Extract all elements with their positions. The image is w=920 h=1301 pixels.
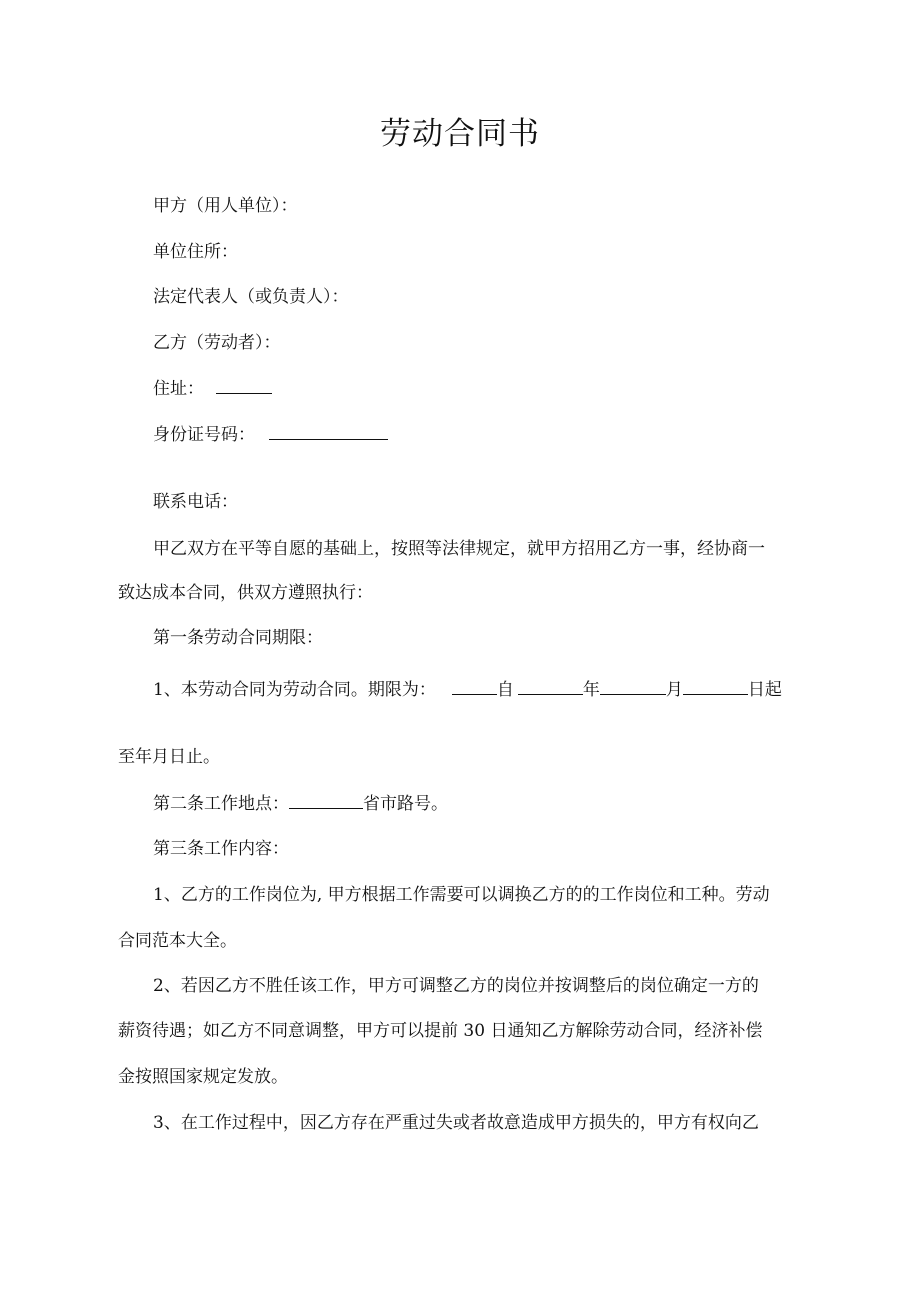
document-title: 劳动合同书: [380, 116, 540, 152]
intro-paragraph-line1: 甲乙双方在平等自愿的基础上，按照等法律规定，就甲方招用乙方一事，经协商一: [153, 539, 765, 559]
article1-term-line: [153, 677, 782, 703]
residence-line: [153, 376, 272, 402]
article3-item2-line1: 2、若因乙方不胜任该工作，甲方可调整乙方的岗位并按调整后的岗位确定一方的: [153, 976, 759, 996]
term-type-blank[interactable]: [452, 677, 497, 695]
article3-item1-line2: 合同范本大全。: [118, 931, 237, 951]
unit-address-line: 单位住所：: [153, 242, 238, 262]
start-day-blank[interactable]: [683, 677, 748, 695]
id-number-line: [153, 422, 388, 448]
legal-representative-line: 法定代表人（或负责人）：: [153, 287, 349, 307]
article3-item2-line2: 薪资待遇；如乙方不同意调整，甲方可以提前 30 日通知乙方解除劳动合同，经济补偿: [118, 1021, 763, 1041]
party-b-line: 乙方（劳动者）：: [153, 333, 281, 353]
id-number-blank[interactable]: [269, 422, 388, 440]
article2-suffix: 省市路号。: [363, 794, 448, 814]
residence-blank[interactable]: [216, 376, 272, 394]
article3-item1-line1: 1、乙方的工作岗位为, 甲方根据工作需要可以调换乙方的的工作岗位和工种。劳动: [153, 885, 770, 905]
from-label: 自: [496, 680, 514, 700]
phone-line: 联系电话：: [153, 492, 238, 512]
intro-paragraph-line2: 致达成本合同，供双方遵照执行：: [118, 583, 373, 603]
id-number-label: 身份证号码：: [153, 425, 255, 445]
article3-title: 第三条工作内容：: [153, 839, 289, 859]
article2-line: [153, 791, 448, 817]
party-a-line: 甲方（用人单位）：: [153, 196, 298, 216]
article3-item2-line3: 金按照国家规定发放。: [118, 1067, 288, 1087]
work-location-blank[interactable]: [289, 791, 363, 809]
start-year-blank[interactable]: [518, 677, 583, 695]
start-month-blank[interactable]: [600, 677, 666, 695]
day-start-label: 日起: [747, 680, 782, 700]
article1-title: 第一条劳动合同期限：: [153, 628, 323, 648]
article1-term-end: 至年月日止。: [118, 747, 220, 767]
residence-label: 住址：: [153, 379, 204, 399]
month-label: 月: [665, 680, 683, 700]
article2-label: 第二条工作地点：: [153, 794, 289, 814]
article3-item3-line1: 3、在工作过程中，因乙方存在严重过失或者故意造成甲方损失的，甲方有权向乙: [153, 1113, 759, 1133]
article1-term-label: 1、本劳动合同为劳动合同。期限为：: [153, 680, 436, 700]
year-label: 年: [582, 680, 600, 700]
